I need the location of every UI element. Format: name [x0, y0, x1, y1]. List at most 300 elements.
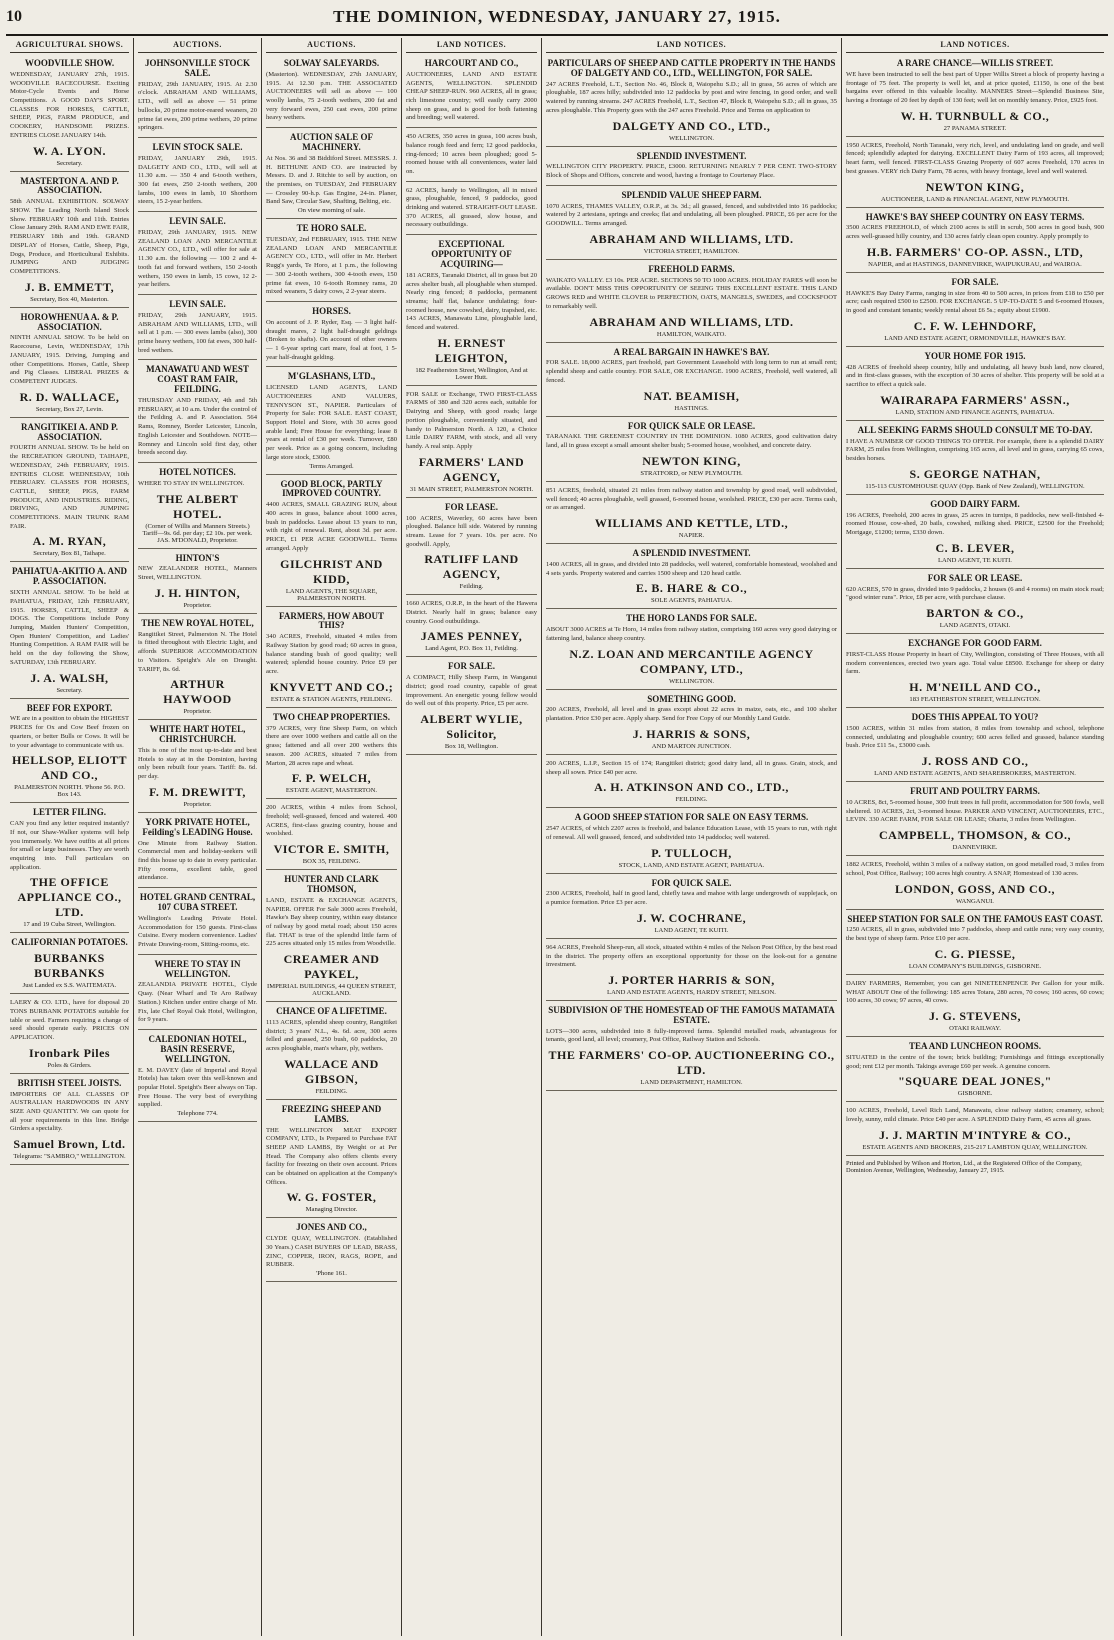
ad-title: THE NEW ROYAL HOTEL, — [141, 617, 254, 628]
advertisement — [266, 609, 397, 708]
ad-firm-name: J. ROSS AND CO., — [921, 754, 1029, 769]
ad-title: HUNTER AND CLARK THOMSON, — [284, 874, 379, 894]
ad-firm-name: HELLSOP, ELIOTT AND CO., — [11, 753, 128, 783]
ad-body: HAWKE'S Bay Dairy Farms, ranging in size from 40 to 500 acres, in prices from £18 to £50 per acre; cash required £500 to £2500. FOR EXCHANGE. 5 UP-TO-DATE 5 and 6-roomed Houses, in good and constant tenants; weekly rental about £6 5s.; equity about £1900. — [846, 289, 1104, 315]
advertisement — [10, 1076, 129, 1165]
ad-title: FOR SALE. — [447, 661, 495, 672]
ad-firm-name: FARMERS' LAND AGENCY, — [418, 454, 525, 484]
ad-body: 1950 ACRES, Freehold, North Taranaki, very rich, level, and undulating land on grade, and well fenced; splendidly adapted for dairying. EXCELLENT Dairy Farm of 193 acres, all improved; heart farm, well fenced. FIRST-CLASS Grazing Property of 607 acres Freehold, 170 acres in best grasses. VERY rich Dairy Farm, 78 acres, with heavy frontage, level and well watered. — [846, 141, 1104, 175]
advertisement — [846, 977, 1104, 1037]
ad-body: 2547 ACRES, of which 2207 acres is freehold, and balance Education Lease, with 15 years to run, with right of renewal. All well grassed, fenced, and subdivided into 14 paddocks; well watered. — [546, 825, 837, 841]
ad-firm-name: Samuel Brown, Ltd. — [13, 1137, 126, 1152]
advertisement — [406, 184, 537, 236]
masthead — [6, 0, 1108, 36]
ad-firm-name: NEWTON KING, — [925, 179, 1025, 194]
ad-firm-name: F. P. WELCH, — [291, 771, 372, 786]
ad-title: SHEEP STATION FOR SALE ON THE FAMOUS EAST COAST. — [847, 913, 1103, 924]
ad-body: SIXTH ANNUAL SHOW. To be held at PAHIATUA, FRIDAY, 12th FEBRUARY, 1915. HORSES, CATTLE, SHEEP & DOGS. The Competitions include Pony Jumping, Maiden Hunters' Competition, Open Hunters' Competition, and Ladies' Hunting Competition. A RAM FAIR will be held on the day following the Show, SATURDAY, 13th FEBRUARY. — [10, 589, 129, 666]
advertisement — [10, 56, 129, 172]
ad-address: Land Agent, P.O. Box 11, Feilding. — [425, 645, 518, 653]
ad-body: FRIDAY, 29th JANUARY, 1915. NEW ZEALAND LOAN AND MERCANTILE AGENCY CO., LTD., will offer for sale at 11.30 a.m. the following — 100 2 and 4-tooth fat and forward wethers, 150 2-tooth wethers, 150 ewes in lamb, 15 cows, 12 2-year heifers. — [138, 229, 257, 289]
ad-body: FOR SALE. 18,000 ACRES, part freehold, part Government Leasehold with long term to run at small rent; splendid sheep and cattle country. FOR SALE, OR EXCHANGE. 1900 ACRES, Freehold, well watered, all fenced. — [546, 359, 837, 384]
ad-firm-name: LONDON, GOSS, AND CO., — [894, 881, 1056, 896]
ad-firm-name: "SQUARE DEAL JONES," — [898, 1074, 1052, 1089]
ad-address: On view morning of sale. — [297, 207, 366, 215]
ad-title: FOR SALE. — [951, 276, 999, 287]
ad-title: A REAL BARGAIN IN HAWKE'S BAY. — [613, 346, 770, 357]
advertisement — [138, 362, 257, 463]
advertisement — [266, 1220, 397, 1282]
advertisement — [846, 56, 1104, 137]
advertisement — [10, 996, 129, 1074]
ad-body: LOTS—300 acres, subdivided into 8 fully-improved farms. Splendid metalled roads, advantageous for tenants, good land, all level; creamery, Post Office, Railway Station and Schools. — [546, 1027, 837, 1044]
imprint: Printed and Published by Wilson and Horton, Ltd., at the Registered Office of the Company, Dominion Avenue, Wellington, Wednesday, January 27, 1915. — [846, 1159, 1082, 1174]
ad-body: This is one of the most up-to-date and best Hotels to stay at in the Dominion, having only been rebuilt four years. Tariff: 8s. 6d. per day. — [138, 747, 257, 781]
ad-firm-name: DALGETY AND CO., LTD., — [612, 118, 771, 133]
ad-firm-name: KNYVETT AND CO.; — [269, 679, 394, 694]
advertisement — [266, 1102, 397, 1219]
ad-firm-name: WALLACE AND GIBSON, — [284, 1056, 379, 1086]
column-4 — [402, 38, 542, 1636]
ad-address: 17 and 19 Cuba Street, Wellington. — [23, 921, 116, 929]
ad-body: 1660 ACRES, O.R.P., in the heart of the Hawera District. Nearly half in grass; balance easy country. Good outbuildings. — [406, 600, 537, 625]
advertisement — [266, 801, 397, 870]
ad-title: PAHIATUA-AKITIO A. AND P. ASSOCIATION. — [12, 566, 127, 587]
ad-title: HOTEL NOTICES. — [159, 466, 236, 477]
ad-address: FEILDING. — [675, 796, 708, 804]
ad-body: 450 ACRES, 350 acres in grass, 100 acres bush, balance rough feed and fern; 12 good paddocks, ring-fenced; 10 acres been ploughed; good 5-roomed house with all conveniences, water laid on. — [406, 133, 537, 175]
advertisement — [138, 1032, 257, 1122]
ad-firm-name: H. M'NEILL AND CO., — [909, 680, 1041, 695]
advertisement — [406, 388, 537, 498]
ad-address: WANGANUI. — [956, 897, 994, 905]
ad-address: AUCTIONEER, LAND & FINANCIAL AGENT, NEW PLYMOUTH. — [880, 195, 1070, 203]
ad-body: WAIKATO VALLEY. £3 10s. PER ACRE. SECTIONS 50 TO 1000 ACRES. HOLIDAY FARES will soon be available. DON'T MISS THIS OPPORTUNITY OF SEEING THIS EXCELLENT ESTATE. THIS LAND GROWS RED and WHITE CLOVER to PERFECTION, OATS, MANGELS, SWEDES, and COCKSFOOT to remarkably well. — [546, 276, 837, 310]
ad-address: Poles & Girders. — [47, 1061, 92, 1069]
columns-container — [6, 38, 1108, 1636]
advertisement — [546, 484, 837, 544]
ad-title: HOROWHENUA A. & P. ASSOCIATION. — [20, 311, 119, 332]
column-heading: LAND NOTICES. — [406, 38, 537, 53]
ad-body: 1113 ACRES, splendid sheep country, Rangitikei district; 3 years' N.L., 4s. 6d. acre, 300 acres felled and grassed, 250 bush, 60 paddocks, 20 acres ploughable, man's whare, ply, wethers. — [266, 1018, 397, 1053]
ad-address: 31 MAIN STREET, PALMERSTON NORTH. — [409, 485, 534, 493]
ad-body: 379 ACRES, very fine Sheep Farm, on which there are over 1000 wethers and cattle all on the grass; fattened and all over 200 wethers this season. 200 ACRES, situated 7 miles from Marton, 28 acres rape and wheat. — [266, 724, 397, 767]
ad-body: WE have been instructed to sell the best part of Upper Willis Street a block of property having a frontage of 75 feet. The property is well let, and at price quoted, £1150, is one of the best bargains ever offered in this valuable locality. MANNERS Street—Splendid Business Site, having a frontage of 20 feet by depth of 130 feet; well let on monthly tenancy. Price, £925 foot. — [846, 70, 1104, 104]
advertisement — [10, 420, 129, 563]
ad-firm-name: WAIRARAPA FARMERS' ASSN., — [880, 392, 1070, 407]
ad-firm-name: J. PORTER HARRIS & SON, — [608, 973, 775, 987]
advertisement — [138, 140, 257, 212]
ad-body: CAN you find any letter required instantly? If not, our Shaw-Walker systems will help you immensely. We have outfits at all prices for small or large businesses. They are worth enquiring into. Full particulars on application. — [10, 820, 129, 871]
column-1 — [6, 38, 134, 1636]
advertisement — [138, 890, 257, 955]
ad-title: HINTON'S — [175, 552, 220, 563]
ad-address: NAPIER. — [678, 532, 705, 539]
ad-firm-name: ABRAHAM AND WILLIAMS, LTD. — [589, 231, 794, 246]
ad-title: BEEF FOR EXPORT. — [26, 702, 113, 713]
ad-body: 100 ACRES, Freehold, Level Rich Land, Manawatu, close railway station; creamery, school; lovely, sunny, mild climate. Price £40 per acre. A SPLENDID Dairy Farm, 45 acres all grass. — [846, 1107, 1104, 1123]
ad-body: TUESDAY, 2nd FEBRUARY, 1915. THE NEW ZEALAND LOAN AND MERCANTILE AGENCY CO., LTD., will offer in Mr. Herbert Rugg's yards, Te Horo, at 1 p.m., the following — 300 2-tooth wethers, 300 4-tooth ewes, 150 prime fat ewes, 10 6-tooth Romney rams, 20 mixed weaners, 5 dairy cows, 2 2-year steers. — [266, 236, 397, 296]
ad-body: A COMPACT, Hilly Sheep Farm, in Wanganui district; good road country, capable of great improvement. An energetic young fellow would do well out of this property. Price, £5 per acre. — [406, 674, 537, 708]
ad-firm-name: W. H. TURNBULL & CO., — [900, 108, 1050, 123]
advertisement — [266, 872, 397, 1002]
ad-address: BOX 35, FEILDING. — [302, 858, 361, 866]
ad-address: STRATFORD, or NEW PLYMOUTH. — [640, 469, 743, 477]
ad-address: LAND AND ESTATE AGENT, ORMONDVILLE, HAWKE'S BAY. — [884, 334, 1066, 342]
ad-body: FOURTH ANNUAL SHOW. To be held on the RECREATION GROUND, TAIHAPE, WEDNESDAY, 24th FEBRUARY, 1915. ENTRIES CLOSE WEDNESDAY, 10th FEBRUARY. CLASSES FOR HORSES, CATTLE, SHEEP, PIGS, FARM PRODUCE, AND INDUSTRIES. RIDING, DRIVING, AND JUMPING COMPETITIONS. MAIN TRUNK RAM FAIR. — [10, 444, 129, 530]
ad-title: WHITE HART HOTEL, CHRISTCHURCH. — [149, 724, 246, 745]
advertisement — [846, 275, 1104, 347]
ad-title: FOR SALE OR LEASE. — [927, 572, 1023, 583]
ad-title: THE HORO LANDS FOR SALE. — [626, 613, 757, 624]
advertisement — [546, 757, 837, 808]
ad-title: LEVIN SALE. — [169, 216, 226, 227]
advertisement — [266, 1004, 397, 1100]
ad-body: AUCTIONEERS, LAND AND ESTATE AGENTS, WELLINGTON. SPLENDID CHEAP SHEEP-RUN. 960 ACRES, all in grass; rich limestone country; will easily carry 2000 sheep on grass, and is good for both fattening and breeding; well watered. — [406, 70, 537, 122]
ad-body: 1500 ACRES, within 31 miles from station, 8 miles from township and school, telephone connected, undulating and ploughable country; 600 acres felled and grassed, balance standing bush. Price £11 5s., £3000 cash. — [846, 725, 1104, 750]
ad-address: 183 FEATHERSTON STREET, WELLINGTON. — [909, 696, 1041, 704]
ad-firm-name: A. M. RYAN, — [32, 534, 107, 549]
advertisement — [546, 546, 837, 609]
advertisement — [846, 349, 1104, 421]
ad-title: TEA AND LUNCHEON ROOMS. — [908, 1040, 1042, 1051]
ad-title: DOES THIS APPEAL TO YOU? — [911, 712, 1039, 723]
advertisement — [138, 957, 257, 1030]
advertisement — [846, 497, 1104, 569]
ad-firm-name: A. H. ATKINSON AND CO., LTD., — [594, 780, 789, 795]
ad-body: 181 ACRES, Taranaki District, all in grass but 20 acres shelter bush, all ploughable when stumped. Nearly ring fenced; 8 paddocks, permanent streams; half flat, balance undulating; four-roomed house, new cowshed, dairy, trapshed, etc. 143 ACRES, Manawatu Line, ploughable land, fenced and watered. — [406, 271, 537, 332]
advertisement — [10, 564, 129, 698]
ad-firm-name: NEWTON KING, — [642, 453, 741, 468]
advertisement — [138, 722, 257, 813]
ad-firm-name: J. G. STEVENS, — [928, 1008, 1022, 1023]
ad-body: 100 ACRES, Waverley, 60 acres have been ploughed. Balance hill side. Watered by running stream. Lease for 7 years. 10s. per acre. No goodwill. Apply, — [406, 514, 537, 548]
column-heading: LAND NOTICES. — [846, 38, 1104, 53]
ad-address: WELLINGTON. — [668, 134, 715, 142]
ad-body: LICENSED LAND AGENTS, LAND AUCTIONEERS AND VALUERS, TENNYSON ST., NAPIER. Particulars of Property for Sale: FOR SALE. EAST COAST, Support Hotel and Store, with 30 acres good arable land; Free House for everything; lease 8 years at rental of £30 per week. Turnover, £80 per week. Price as a going concern, including large store stock, £3000. — [266, 384, 397, 461]
advertisement — [546, 188, 837, 260]
ad-firm-name: WILLIAMS AND KETTLE, LTD., — [594, 516, 789, 530]
ad-body: IMPORTERS OF ALL CLASSES OF AUSTRALIAN HARDWOODS IN ANY SIZE AND QUANTITY. We can quote for all your requirements in this line. Bridge Girders a speciality. — [10, 1090, 129, 1133]
ad-body: 1400 ACRES, all in grass, and divided into 28 paddocks, well watered, comfortable homestead, woolshed and 4 sets yards. Property watered and carries 1500 sheep and 120 head cattle. — [546, 560, 837, 577]
ad-address: Terms Arranged. — [309, 462, 354, 470]
ad-address: LAND AGENTS, THE SQUARE, PALMERSTON NORTH. — [285, 587, 378, 602]
page-title: THE DOMINION, WEDNESDAY, JANUARY 27, 1915. — [333, 7, 781, 26]
ad-body: 4400 ACRES, SMALL GRAZING RUN, about 400 acres in grass, balance about 1000 acres, bush in paddocks. Lease about 13 years to run, with right of renewal. Rent, about 3d. per acre. PRICE, £1 PER ACRE GOODWILL. Terms arranged. Apply — [266, 501, 397, 552]
ad-address: Just Landed ex S.S. WAITEMATA. — [22, 982, 117, 990]
ad-firm-name: ALBERT WYLIE, Solicitor, — [420, 712, 523, 742]
ad-firm-name: F. M. DREWITT, — [149, 784, 246, 799]
ad-body: FRIDAY, 29th JANUARY, 1915. At 2.30 o'clock. ABRAHAM AND WILLIAMS, LTD., will sell as above — 51 prime bullocks, 20 prime motor-reared weaners, 20 prime fat ewes, 200 prime wethers, 20 prime springers. — [138, 80, 257, 132]
ad-firm-name: J. H. HINTON, — [154, 585, 241, 600]
ad-body: ABOUT 3000 ACRES at Te Horo, 14 miles from railway station, comprising 160 acres very good dairying or fattening land, balance sheep country. — [546, 626, 837, 642]
ad-address: Secretary, Box 81, Taihape. — [33, 550, 106, 558]
ad-address: 'Phone 161. — [316, 1270, 347, 1278]
ad-firm-name: W. G. FOSTER, — [286, 1190, 377, 1205]
ad-firm-name: P. TULLOCH, — [651, 845, 732, 860]
advertisement — [138, 815, 257, 888]
page-number: 10 — [6, 8, 22, 25]
column-5 — [542, 38, 842, 1636]
ad-address: LAND, STATION AND FINANCE AGENTS, PAHIATUA. — [895, 408, 1055, 416]
ad-firm-name: J. J. MARTIN M'INTYRE & CO., — [879, 1127, 1071, 1142]
ad-address: Proprietor. — [183, 708, 212, 716]
ad-body: 58th ANNUAL EXHIBITION. SOLWAY SHOW. The Leading North Island Stock Show. FEBRUARY 10th and 11th. Entries Close January 29th. RAM AND EWE FAIR, FEBRUARY 18th and 19th. GRAND DISPLAY of Horses, Cattle, Sheep, Pigs, Dogs, Produce, and Horticultural Exhibits. JUMPING AND JUDGING COMPETITIONS. — [10, 198, 129, 275]
ad-title: GOOD BLOCK, PARTLY IMPROVED COUNTRY. — [280, 478, 383, 499]
advertisement — [846, 210, 1104, 273]
advertisement — [10, 805, 129, 933]
column-3 — [262, 38, 402, 1636]
advertisement — [138, 465, 257, 549]
advertisement — [546, 941, 837, 1001]
advertisement — [546, 56, 837, 147]
ad-title: YOUR HOME FOR 1915. — [924, 350, 1026, 361]
ad-title: HAWKE'S BAY SHEEP COUNTRY ON EASY TERMS. — [865, 211, 1085, 222]
ad-title: TWO CHEAP PROPERTIES. — [273, 711, 390, 722]
ad-address: VICTORIA STREET, HAMILTON. — [643, 247, 740, 255]
ad-title: AUCTION SALE OF MACHINERY. — [289, 132, 373, 152]
ad-body: 247 ACRES Freehold, L.T., Section No. 46, Block 8, Waiopehu S.D.; all in grass, 56 acres of which are ploughable, 187 acres hilly; subdivided into 12 paddocks by post and wire fencing, in good order, and well watered by running streams. 247 ACRES Freehold, L.T., Section 47, Block 8, Waiopehu S.D.; all in grass, 35 acres ploughable. This Property goes with the 247 acres Freehold. Price and Terms on application to — [546, 80, 837, 114]
ad-title: FOR QUICK SALE OR LEASE. — [627, 420, 756, 431]
advertisement — [138, 616, 257, 720]
ad-firm-name: ARTHUR HAYWOOD — [163, 677, 232, 707]
advertisement — [266, 369, 397, 474]
ad-firm-name: C. F. W. LEHNDORF, — [913, 318, 1037, 333]
ad-address: LAND AND ESTATE AGENTS, HARDY STREET, NELSON. — [607, 989, 776, 996]
advertisement — [546, 876, 837, 939]
ad-body: (Masterton). WEDNESDAY, 27th JANUARY, 1915. At 12.30 p.m. THE ASSOCIATED AUCTIONEERS will sell as above — 100 woolly lambs, 75 2-tooth wethers, 200 fat and very forward ewes, 250 cast ewes, 200 prime heavy wethers. — [266, 70, 397, 122]
ad-title: WOODVILLE SHOW. — [24, 58, 115, 68]
ad-address: LAND DEPARTMENT, HAMILTON. — [640, 1079, 743, 1087]
ad-title: M'GLASHANS, LTD., — [287, 371, 376, 382]
ad-body: 196 ACRES, Freehold, 200 acres in grass, 25 acres in turnips, 8 paddocks, new well-finished 4-roomed House, cow-shed, 20 bails, cowshed, milking shed. PRICE, £2500 for the Freehold; Mortgage, £1200; terms, £330 down. — [846, 511, 1104, 537]
ad-address: Proprietor. — [183, 601, 212, 609]
ad-firm-name: C. G. PIESSE, — [934, 946, 1016, 961]
ad-firm-name: C. B. LEVER, — [935, 540, 1015, 555]
ad-address: NAPIER, and at HASTINGS, DANNEVIRKE, WAIPUKURAU, and WAIROA. — [868, 260, 1082, 268]
advertisement — [846, 636, 1104, 708]
ad-title: HARCOURT AND CO., — [424, 58, 519, 68]
ad-title: MANAWATU AND WEST COAST RAM FAIR, FEILDING. — [146, 364, 249, 395]
ad-firm-name: VICTOR E. SMITH, — [273, 842, 390, 857]
ad-firm-name: H. ERNEST LEIGHTON, — [435, 335, 508, 365]
ad-title: RANGITIKEI A. AND P. ASSOCIATION. — [21, 421, 118, 442]
ad-body: FRIDAY, JANUARY 29th, 1915. DALGETY AND CO., LTD., will sell at 11.30 a.m. — 350 4 and 6-tooth wethers, 300 fat ewes, 250 2-tooth wethers, 200 lambs, 100 ewes in lamb, 10 Shorthorn steers, 15 2-year heifers. — [138, 154, 257, 206]
ad-firm-name: THE OFFICE APPLIANCE CO., LTD. — [17, 875, 122, 920]
ad-firm-name: J. W. COCHRANE, — [636, 910, 747, 925]
ad-address: HASTINGS. — [674, 404, 709, 412]
ad-firm-name: N.Z. LOAN AND MERCANTILE AGENCY COMPANY, LTD., — [569, 646, 814, 676]
ad-address: Secretary. — [56, 159, 83, 167]
ad-body: FRIDAY, 29th JANUARY, 1915. ABRAHAM AND WILLIAMS, LTD., will sell at 1 p.m. — 300 ewes lambs (also), 300 prime heavy wethers, 100 fat ewes, 300 half-bred wethers. — [138, 311, 257, 354]
ad-body: THE WELLINGTON MEAT EXPORT COMPANY, LTD., Is Prepared to Purchase FAT SHEEP AND LAMBS, By Weight or at Per Head. The Company also offers clients every facility for freezing on their own account. Prices can be obtained on application at the Company's Offices. — [266, 1126, 397, 1186]
ad-address: ESTATE AGENTS AND BROKERS, 215-217 LAMBTON QUAY, WELLINGTON. — [862, 1143, 1088, 1151]
ad-address: LAND AND ESTATE AGENTS, AND SHAREBROKERS, MASTERTON. — [874, 770, 1076, 778]
ad-body: NINTH ANNUAL SHOW. To be held on Racecourse, Levin, WEDNESDAY, 17th JANUARY, 1915. Driving, Jumping and other Competitions. Horses, Cattle, Sheep and Pig Classes. LIBERAL PRIZES & COMPETENT JUDGES. — [10, 334, 129, 385]
ad-title: EXCEPTIONAL OPPORTUNITY OF ACQUIRING— — [431, 239, 512, 269]
ad-body: FOR SALE or Exchange, TWO FIRST-CLASS FARMS of 380 and 320 acres each, suitable for Dairying and Sheep, with good roads; large portion ploughable, conveniently situated, and handy to Palmerston North. A 120, a Choice Little DAIRY FARM, with stock, and all very handy. A real snip. Apply — [406, 390, 537, 450]
ad-firm-name: THE ALBERT HOTEL. — [156, 491, 239, 521]
ad-address: ESTATE & STATION AGENTS, FEILDING. — [270, 695, 393, 703]
ad-body: 851 ACRES, freehold, situated 21 miles from railway station and township by good road, well subdivided, well fenced; 40 acres ploughable, well grassed, 6-roomed house, woolshed. PRICE, £30 per acre. Terms cash, or as arranged. — [546, 486, 837, 512]
advertisement — [846, 1104, 1104, 1155]
advertisement — [406, 659, 537, 755]
advertisement — [266, 477, 397, 607]
ad-title: SPLENDID INVESTMENT. — [636, 150, 747, 161]
ad-address: LAND AGENT, TE KUITI. — [938, 556, 1012, 564]
ad-firm-name: CREAMER AND PAYKEL, — [283, 952, 380, 982]
ad-body: One Minute from Railway Station. Commercial men and holiday-seekers will find this house up to date in every particular. Fifty rooms, excellent table, good attendance. — [138, 839, 257, 882]
ad-firm-name: CAMPBELL, THOMSON, & CO., — [879, 828, 1071, 843]
ad-address: LOAN COMPANY'S BUILDINGS, GISBORNE. — [908, 962, 1042, 970]
advertisement — [406, 56, 537, 128]
advertisement — [406, 597, 537, 657]
ad-firm-name: BURBANKS BURBANKS — [34, 951, 105, 981]
column-heading: AGRICULTURAL SHOWS. — [10, 38, 129, 53]
ad-address: 115-113 CUSTOMHOUSE QUAY (Opp. Bank of New Zealand), WELLINGTON. — [865, 482, 1085, 490]
advertisement — [546, 1003, 837, 1091]
advertisement — [406, 500, 537, 596]
advertisement — [846, 1039, 1104, 1102]
ad-address: LAND AGENTS, OTAKI. — [939, 622, 1011, 630]
advertisement — [138, 214, 257, 295]
advertisement — [546, 810, 837, 873]
ad-title: SOLWAY SALEYARDS. — [283, 58, 380, 68]
advertisement — [546, 611, 837, 689]
advertisement — [846, 139, 1104, 208]
advertisement — [10, 310, 129, 418]
ad-address: PALMERSTON NORTH. 'Phone 56. P.O. Box 143. — [14, 784, 125, 799]
advertisement — [138, 551, 257, 614]
ad-title: TE HORO SALE. — [296, 223, 367, 234]
advertisement — [546, 692, 837, 755]
ad-address: HAMILTON, WAIKATO. — [656, 330, 727, 338]
advertisement — [846, 784, 1104, 856]
ad-address: WELLINGTON. — [668, 677, 715, 685]
column-heading: AUCTIONS. — [266, 38, 397, 53]
ad-title: A GOOD SHEEP STATION FOR SALE ON EASY TERMS. — [574, 812, 809, 823]
ad-body: 10 ACRES, 8ct, 5-roomed house, 300 fruit trees in full profit, accommodation for 500 fowls, well sheltered. 10 ACRES, 2ct, 3-roomed house. PARKER AND VINCENT, AUCTIONEERS, ETC., LEVIN. 330 ACRE FARM, FOR SALE OR LEASE; Ohariu, 3 miles from Wellington. — [846, 799, 1104, 824]
ad-address: DANNEVIRKE. — [952, 844, 998, 852]
advertisement — [846, 858, 1104, 909]
ad-body: 1882 ACRES, Freehold, within 3 miles of a railway station, on good metalled road, 3 miles from school, Post Office, Railway; 100 acres high country. A SNAP, Homestead of 130 acres. — [846, 861, 1104, 877]
ad-body: LAND, ESTATE & EXCHANGE AGENTS, NAPIER. OFFER For Sale 3000 acres Freehold, Hawke's Bay sheep country, within easy distance of railway by good metal road; about 150 acres flat. THAT is true of the splendid little farm of 225 acres situated only 15 miles from Woodville. — [266, 896, 397, 948]
advertisement — [10, 174, 129, 308]
advertisement — [10, 935, 129, 994]
ad-title: PARTICULARS OF SHEEP AND CATTLE PROPERTY IN THE HANDS OF DALGETY AND CO., LTD., WELLINGTON, FOR SALE. — [547, 58, 836, 78]
ad-title: JONES AND CO., — [296, 1222, 367, 1233]
advertisement — [266, 710, 397, 799]
ad-firm-name: H.B. FARMERS' CO-OP. ASSN., LTD, — [866, 244, 1084, 259]
ad-firm-name: THE FARMERS' CO-OP. AUCTIONEERING CO., LTD. — [548, 1048, 835, 1078]
ad-title: LEVIN SALE. — [169, 298, 226, 309]
ad-body: 340 ACRES, Freehold, situated 4 miles from Railway Station by good road; 60 acres in grass, balance standing bush of good quality; well watered; splendid house country. Price £9 per acre. — [266, 633, 397, 676]
ad-title: YORK PRIVATE HOTEL, Feilding's LEADING House. — [142, 816, 253, 837]
ad-title: A SPLENDID INVESTMENT. — [632, 548, 751, 558]
ad-title: LETTER FILING. — [32, 807, 107, 818]
ad-title: ALL SEEKING FARMS SHOULD CONSULT ME TO-DAY. — [857, 424, 1093, 435]
ad-address: LAND AGENT, TE KUITI. — [654, 926, 729, 934]
ad-address: Box 18, Wellington. — [444, 743, 499, 751]
ad-body: 1250 ACRES, all in grass, subdivided into 7 paddocks, sheep and cattle runs; very easy country, the best type of sheep farm. Price £10 per acre. — [846, 926, 1104, 943]
advertisement — [266, 221, 397, 302]
ad-title: LEVIN STOCK SALE. — [152, 142, 243, 152]
ad-body: 620 ACRES, 570 in grass, divided into 9 paddocks, 2 houses (6 and 4 rooms) on main stock road; "good winter runs". Price, £8 per acre, with purchase clause. — [846, 585, 1104, 602]
ad-body: 964 ACRES, Freehold Sheep-run, all stock, situated within 4 miles of the Nelson Post Office, by the best road in the district. The property offers an exceptional opportunity for those on the look-out for a genuine investment. — [546, 943, 837, 969]
ad-body: LAERY & CO. LTD., have for disposal 20 TONS BURBANK POTATOES suitable for table or seed. Farmers requiring a change of seed should operate early. PRICES ON APPLICATION. — [10, 999, 129, 1042]
ad-address: Proprietor. — [183, 800, 212, 808]
ad-address: 27 PANAMA STREET. — [943, 124, 1007, 132]
ad-body: 2300 ACRES, Freehold, half in good land, chiefly tawa and mahoe with large undergrowth of supplejack, on a pumice formation. Price £3 per acre. — [546, 890, 837, 907]
advertisement — [406, 237, 537, 386]
ad-body: 200 ACRES, within 4 miles from School, freehold; well-grassed, fenced and watered. 400 ACRES, first-class grazing country, house and woolshed. — [266, 804, 397, 838]
advertisement — [266, 56, 397, 128]
ad-firm-name: R. D. WALLACE, — [19, 389, 120, 404]
ad-address: (Corner of Willis and Manners Streets.) Tariff—9s. 6d. per day; £2 10s. per week. JAS. M'DONALD, Proprietor. — [142, 522, 253, 544]
ad-address: IMPERIAL BUILDINGS, 44 QUEEN STREET, AUCKLAND. — [267, 983, 396, 998]
advertisement — [266, 130, 397, 219]
ad-title: HOTEL GRAND CENTRAL, 107 CUBA STREET. — [139, 892, 256, 912]
ad-body: E. M. DAVEY (late of Imperial and Royal Hotels) has taken over this well-known and popular Hotel. Speight's Beer always on Tap. Free House. The very best of everything supplied. — [138, 1066, 257, 1109]
ad-address: OTAKI RAILWAY. — [949, 1024, 1001, 1032]
ad-address: Telegrams: "SAMBRO," WELLINGTON. — [13, 1153, 126, 1161]
ad-body: WEDNESDAY, JANUARY 27th, 1915. WOODVILLE RACECOURSE. Exciting Motor-Cycle Events and Horse Competitions. A GOOD DAY'S SPORT. CLASSES FOR HORSES, CATTLE, SHEEP, PIGS, FARM PRODUCE, and COOKERY, HANDSOME PRIZES. ENTRIES CLOSE JANUARY 14th. — [10, 70, 129, 139]
ad-address: FEILDING. — [315, 1087, 348, 1095]
advertisement — [266, 304, 397, 367]
advertisement — [138, 56, 257, 138]
column-2 — [134, 38, 262, 1636]
ad-firm-name: ABRAHAM AND WILLIAMS, LTD. — [589, 314, 794, 329]
column-6 — [842, 38, 1108, 1636]
ad-title: A RARE CHANCE—WILLIS STREET. — [896, 58, 1054, 68]
advertisement — [846, 423, 1104, 495]
advertisement — [10, 701, 129, 804]
ad-title: FRUIT AND POULTRY FARMS. — [910, 786, 1040, 797]
ad-body: 200 ACRES, Freehold, all level and in grass except about 22 acres in maize, oats, etc., and 100 shelter plantation. Price £30 per acre. Apply sharp. Send for Free Copy of our Monthly Land Guide. — [546, 706, 837, 723]
ad-title: GOOD DAIRY FARM. — [930, 498, 1020, 509]
ad-body: On account of J. P. Ryder, Esq. — 3 light half-draught mares, 2 light half-draught geldings (Broken to shafts). On account of other owners — 1 6-year spring cart mare, foal at foot, 1 5-year half-draught gelding. — [266, 318, 397, 361]
ad-body: ZEALANDIA PRIVATE HOTEL, Clyde Quay. (Near Wharf and Te Aro Railway Station.) Kitchen under entire charge of Mr. Fix, late Chef Royal Oak Hotel, Wellington, for 9 years. — [138, 981, 257, 1024]
ad-body: NEW ZEALANDER HOTEL, Manners Street, WELLINGTON. — [138, 565, 257, 582]
ad-body: 3500 ACRES FREEHOLD, of which 2100 acres is still in scrub, 500 acres in good bush, 900 acres well-grassed hilly country, and 130 acres fairly clean open country. Apply promptly to — [846, 224, 1104, 241]
advertisement — [546, 419, 837, 482]
ad-title: SUBDIVISION OF THE HOMESTEAD OF THE FAMOUS MATAMATA ESTATE. — [548, 1005, 835, 1025]
ad-body: I HAVE A NUMBER OF GOOD THINGS TO OFFER. For example, there is a splendid DAIRY FARM, 25 miles from Wellington, comprising 165 acres, all level and in grass, carrying 65 cows, besides horses. — [846, 437, 1104, 463]
ad-body: FIRST-CLASS House Property in heart of City, Wellington, consisting of Three Houses, with all modern conveniences, erected two years ago. Total value £8500. Exchange for sheep or dairy farm. — [846, 651, 1104, 676]
ad-address: 182 Featherston Street, Wellington, And at Lower Hutt. — [415, 366, 528, 381]
column-heading: LAND NOTICES. — [546, 38, 837, 53]
ad-address: ESTATE AGENT, MASTERTON. — [285, 787, 378, 795]
ad-body: SITUATED in the centre of the town; brick building; Furnishings and fittings exceptionally good; rent £12 per month. Takings average £60 per week. A genuine concern. — [846, 1053, 1104, 1070]
ad-title: CHANCE OF A LIFETIME. — [276, 1006, 387, 1017]
ad-body: Wellington's Leading Private Hotel. Accommodation for 150 guests. First-class Cuisine. Every modern convenience. Ladies' Private Drawing-room, Sitting-rooms, etc. — [138, 914, 257, 948]
ad-title: HORSES. — [312, 305, 351, 316]
ad-address: Telephone 774. — [177, 1110, 218, 1118]
ad-body: WE are in a position to obtain the HIGHEST PRICES for Ox and Cow Beef frozen on quarters, or better Bulls or Cows. It will be to your advantage to communicate with us. — [10, 715, 129, 749]
ad-title: EXCHANGE FOR GOOD FARM. — [908, 638, 1042, 649]
ad-address: Secretary. — [56, 686, 83, 694]
ad-body: 1070 ACRES, THAMES VALLEY, O.R.P., at 3s. 3d.; all grassed, fenced, and subdivided into 16 paddocks; watered by 2 artesians, springs and creeks; flat and undulating, all been ploughed. PRICE, £6 per acre for the GOODWILL. Terms arranged. — [546, 202, 837, 228]
ad-address: STOCK, LAND, AND ESTATE AGENT, PAHIATUA. — [618, 861, 765, 869]
ad-address: AND MARTON JUNCTION. — [651, 742, 732, 750]
ad-body: DAIRY FARMERS, Remember, you can get NINETEENPENCE Per Gallon for your milk. WHAT ABOUT One of the following: 185 acres Totara, 280 acres, 70 cows; 160 acres, 60 cows; 100 acres, 30 cows; 97 acres, 40 cows. — [846, 979, 1104, 1005]
ad-firm-name: GILCHRIST AND KIDD, — [280, 556, 383, 586]
ad-body: WHERE TO STAY IN WELLINGTON. — [138, 479, 245, 487]
ad-body: Rangitikei Street, Palmerston N. The Hotel is fitted throughout with Electric Light, and affords SUPERIOR ACCOMMODATION to Visitors. Speight's Ale on Draught. TARIFF, 8s. 6d. — [138, 630, 257, 673]
ad-address: Secretary, Box 40, Masterton. — [30, 295, 109, 303]
ad-firm-name: RATLIFF LAND AGENCY, — [424, 552, 519, 582]
advertisement — [546, 262, 837, 343]
